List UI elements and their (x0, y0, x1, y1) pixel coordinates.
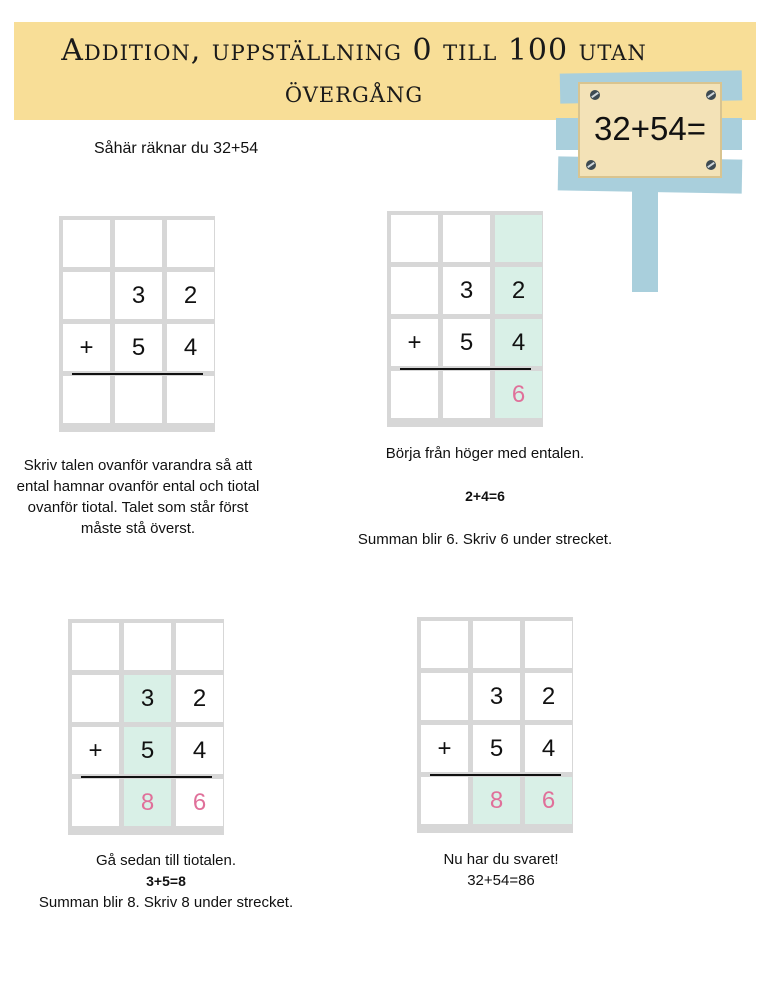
grid-cell: 2 (176, 675, 223, 722)
sign-post (632, 176, 658, 292)
caption-step-2 (330, 443, 640, 550)
grid-cell (421, 621, 468, 668)
caption-equation: 3+5=8 (146, 873, 186, 889)
grid-cell: 5 (115, 324, 162, 371)
sum-line (430, 774, 561, 776)
caption-line: Summan blir 8. Skriv 8 under strecket. (38, 894, 294, 911)
grid-cell: 5 (124, 727, 171, 774)
sum-line (400, 368, 531, 370)
sum-line (81, 776, 212, 778)
addition-grid-step-2 (387, 211, 543, 427)
grid-cell (443, 371, 490, 418)
caption-equation: 2+4=6 (465, 488, 505, 504)
caption-line: Summan blir 6. Skriv 6 under strecket. (357, 531, 613, 548)
addition-grid-step-4 (417, 617, 573, 833)
grid-cell: 6 (495, 371, 542, 418)
intro-text: Såhär räknar du 32+54 (94, 140, 259, 157)
caption-step-1 (0, 455, 276, 539)
grid-cell: 6 (525, 777, 572, 824)
caption-step-3 (16, 850, 316, 913)
grid-cell: 3 (473, 673, 520, 720)
grid-cell (421, 777, 468, 824)
caption-line: måste stå överst. (80, 520, 196, 537)
grid-cell (391, 215, 438, 262)
grid-cell (72, 675, 119, 722)
grid-cell: 8 (124, 779, 171, 826)
caption-line: Börja från höger med entalen. (385, 445, 585, 462)
grid-cell (391, 371, 438, 418)
sign-board (578, 82, 722, 178)
grid-cell: 4 (176, 727, 223, 774)
grid-cell: 2 (525, 673, 572, 720)
grid-cell: 5 (443, 319, 490, 366)
grid-cell (443, 215, 490, 262)
grid-cell: + (72, 727, 119, 774)
grid-cell: 2 (167, 272, 214, 319)
grid-cell: 4 (495, 319, 542, 366)
grid-cell (124, 623, 171, 670)
grid-cell (495, 215, 542, 262)
grid-cell: 3 (115, 272, 162, 319)
caption-line: Gå sedan till tiotalen. (95, 852, 237, 869)
grid-cell: 4 (525, 725, 572, 772)
caption-line: ental hamnar ovanför ental och tiotal (16, 478, 260, 495)
grid-cell (115, 220, 162, 267)
caption-line: Skriv talen ovanför varandra så att (23, 457, 253, 474)
grid-cell (473, 621, 520, 668)
grid-cell (63, 220, 110, 267)
screw-icon (706, 90, 716, 100)
grid-cell: 8 (473, 777, 520, 824)
grid-cell (525, 621, 572, 668)
grid-cell: 2 (495, 267, 542, 314)
grid-cell (72, 779, 119, 826)
grid-cell (115, 376, 162, 423)
title-line-1: Addition, uppställning 0 till 100 utan (61, 33, 647, 68)
screw-icon (706, 160, 716, 170)
sum-line (72, 373, 203, 375)
grid-cell: + (63, 324, 110, 371)
grid-cell: + (391, 319, 438, 366)
screw-icon (586, 160, 596, 170)
grid-cell: 3 (443, 267, 490, 314)
grid-cell (421, 673, 468, 720)
grid-cell (391, 267, 438, 314)
grid-cell: 4 (167, 324, 214, 371)
grid-cell (63, 272, 110, 319)
grid-cell: + (421, 725, 468, 772)
grid-cell (63, 376, 110, 423)
grid-cell (176, 623, 223, 670)
grid-cell (72, 623, 119, 670)
caption-line: ovanför tiotal. Talet som står först (27, 499, 249, 516)
screw-icon (590, 90, 600, 100)
grid-cell (167, 376, 214, 423)
addition-grid-step-3 (68, 619, 224, 835)
grid-cell: 5 (473, 725, 520, 772)
grid-cell: 6 (176, 779, 223, 826)
caption-step-4 (400, 849, 602, 891)
grid-cell (167, 220, 214, 267)
caption-line: Nu har du svaret! (443, 851, 559, 868)
title-line-2: övergång (284, 75, 424, 110)
caption-answer: 32+54=86 (467, 872, 535, 889)
sign-text: 32+54= (594, 110, 706, 147)
addition-grid-step-1 (59, 216, 215, 432)
grid-cell: 3 (124, 675, 171, 722)
